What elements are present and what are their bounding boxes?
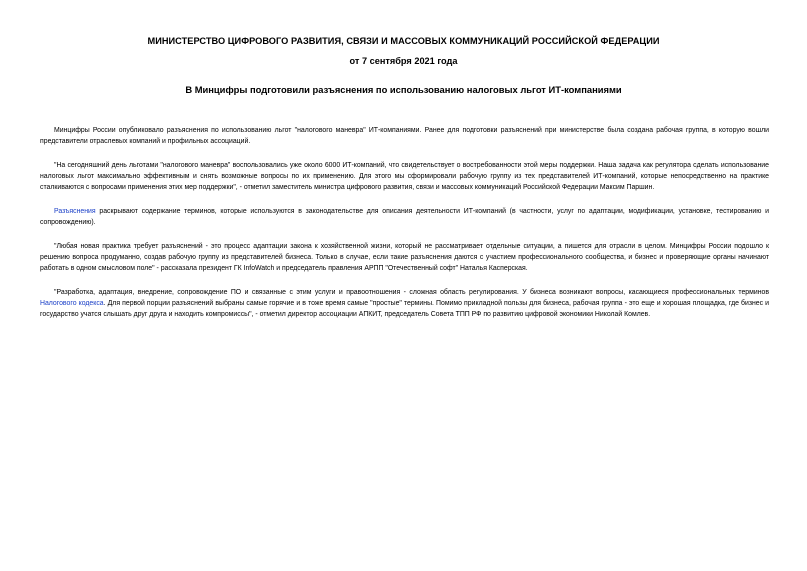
paragraph-3-text: раскрывают содержание терминов, которые используются в законодательстве для описания деятельности ИТ-компаний (в частности, услуг по адаптации, модификации, установке, тестированию и сопровождению).: [40, 208, 769, 226]
document-body: [40, 125, 769, 333]
paragraph-2: "На сегодняшний день льготами "налогового маневра" воспользовались уже около 6000 ИТ-компаний, что свидетельствует о востребованности этой меры поддержки. Наша задача как регулятора сделать использование налоговых льгот максимально эффективным и снять возможные вопросы по их применению. Для этого мы сформировали рабочую группу из тех представителей ИТ-компаний, которые непосредственно на практике сталкиваются с вопросами применения этих мер поддержки", - отметил заместитель министра цифрового развития, связи и массовых коммуникаций Российской Федерации Максим Паршин.: [40, 162, 769, 191]
document-title: В Минцифры подготовили разъяснения по использованию налоговых льгот ИТ-компаниями: [185, 84, 622, 95]
document-date: от 7 сентября 2021 года: [349, 56, 458, 66]
paragraph-5-text-end: . Для первой порции разъяснений выбраны самые горячие и в тоже время самые "простые" термины. Помимо прикладной пользы для бизнеса, рабочая группа - это еще и хорошая площадка, где бизнес и государство учатся слышать друг друга и находить компромиссы", - отметил директор ассоциации АПКИТ, председатель Совета ТПП РФ по развитию цифровой экономики Николай Комлев.: [40, 300, 769, 318]
paragraph-5-text-start: "Разработка, адаптация, внедрение, сопровождение ПО и связанные с этим услуги и правоотношения - сложная область регулирования. У бизнеса возникают вопросы, касающиеся профессиональных терминов: [54, 289, 769, 296]
paragraph-1: Минцифры России опубликовало разъяснения по использованию льгот "налогового маневра" ИТ-компаниями. Ранее для подготовки разъяснений при министерстве была создана рабочая группа, в которую вошли представители отраслевых компаний и профильных ассоциаций.: [40, 127, 769, 145]
paragraph-4: "Любая новая практика требует разъяснений - это процесс адаптации закона к хозяйственной жизни, который не рассматривает отдельные ситуации, а пишется для отрасли в целом. Минцифры России подошло к решению вопроса продуманно, создав рабочую группу из представителей бизнеса. Только в случае, если такие разъяснения даются с участием профессионального сообщества, и бизнес и проверяющие органы начинают работать в одном смысловом поле" - рассказала президент ГК InfoWatch и председатель правления АРПП "Отечественный софт" Наталья Касперская.: [40, 243, 769, 272]
paragraph-3: [40, 206, 769, 228]
clarifications-link[interactable]: Разъяснения: [54, 208, 96, 215]
tax-code-link[interactable]: Налогового кодекса: [40, 300, 104, 307]
organization-title: МИНИСТЕРСТВО ЦИФРОВОГО РАЗВИТИЯ, СВЯЗИ И МАССОВЫХ КОММУНИКАЦИЙ РОССИЙСКОЙ ФЕДЕРАЦИИ: [147, 36, 660, 46]
paragraph-5: [40, 287, 769, 320]
